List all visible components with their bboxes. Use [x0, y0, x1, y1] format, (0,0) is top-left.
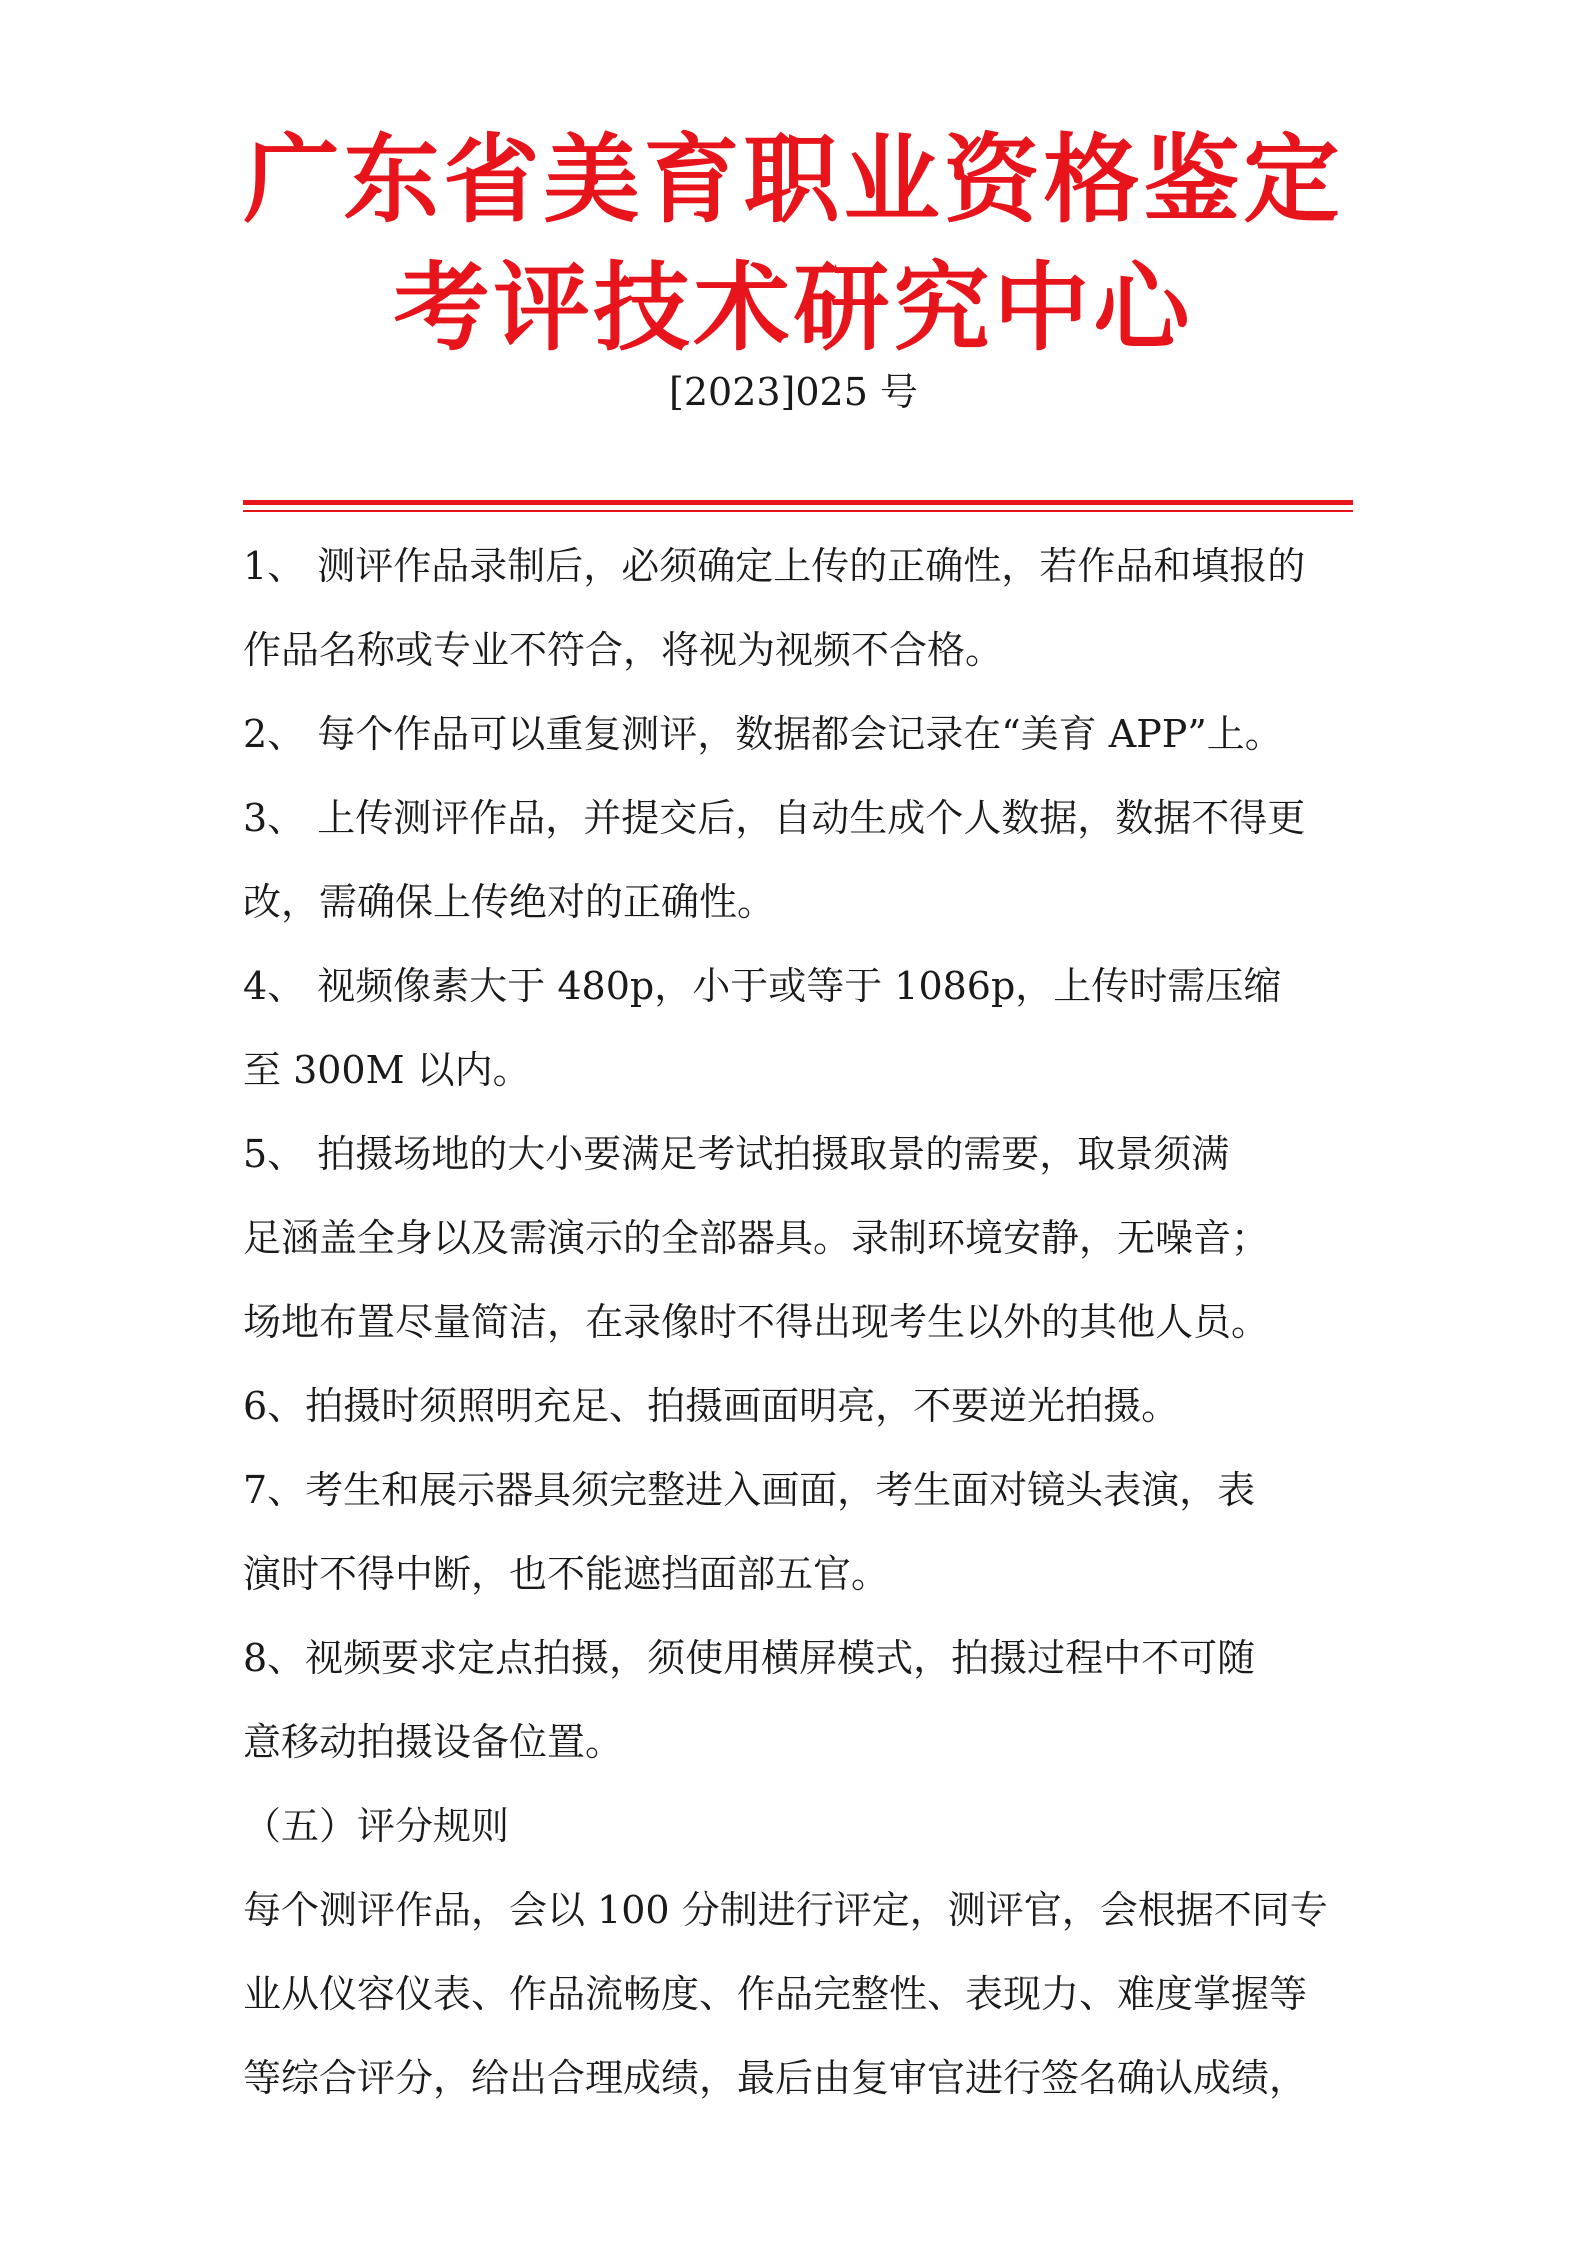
body-line-rule-1b: 作品名称或专业不符合，将视为视频不合格。: [243, 628, 1004, 672]
header-divider-thin: [243, 510, 1353, 512]
body-line-rule-7a: 7、考生和展示器具须完整进入画面，考生面对镜头表演，表: [243, 1468, 1256, 1512]
body-line-scoring-c: 等综合评分，给出合理成绩，最后由复审官进行签名确认成绩，: [243, 2056, 1308, 2100]
body-line-rule-5a: 5、 拍摄场地的大小要满足考试拍摄取景的需要，取景须满: [243, 1132, 1230, 1176]
body-line-rule-2: 2、 每个作品可以重复测评，数据都会记录在“美育 APP”上。: [243, 712, 1283, 756]
body-line-rule-6: 6、拍摄时须照明充足、拍摄画面明亮，不要逆光拍摄。: [243, 1384, 1180, 1428]
document-title-line-2: 考评技术研究中心: [393, 252, 1194, 364]
body-line-rule-7b: 演时不得中断，也不能遮挡面部五官。: [243, 1552, 890, 1596]
body-line-rule-3b: 改，需确保上传绝对的正确性。: [243, 880, 776, 924]
document-title-line-1: 广东省美育职业资格鉴定: [243, 124, 1344, 236]
body-line-scoring-a: 每个测评作品，会以 100 分制进行评定，测评官，会根据不同专: [243, 1888, 1328, 1932]
body-line-rule-4b: 至 300M 以内。: [243, 1048, 531, 1092]
body-line-rule-4a: 4、 视频像素大于 480p，小于或等于 1086p，上传时需压缩: [243, 964, 1282, 1008]
body-line-scoring-b: 业从仪容仪表、作品流畅度、作品完整性、表现力、难度掌握等: [243, 1972, 1308, 2016]
header-divider-thick: [243, 500, 1353, 505]
section-heading-scoring-rules: （五）评分规则: [243, 1804, 510, 1848]
body-line-rule-3a: 3、 上传测评作品，并提交后，自动生成个人数据，数据不得更: [243, 796, 1306, 840]
body-line-rule-5b: 足涵盖全身以及需演示的全部器具。录制环境安静，无噪音；: [243, 1216, 1270, 1260]
document-number: [2023]025 号: [669, 370, 918, 414]
body-line-rule-8a: 8、视频要求定点拍摄，须使用横屏模式，拍摄过程中不可随: [243, 1636, 1256, 1680]
document-body: [243, 524, 1363, 2120]
body-line-rule-1a: 1、 测评作品录制后，必须确定上传的正确性，若作品和填报的: [243, 544, 1306, 588]
body-line-rule-8b: 意移动拍摄设备位置。: [243, 1720, 624, 1764]
body-line-rule-5c: 场地布置尽量简洁，在录像时不得出现考生以外的其他人员。: [243, 1300, 1270, 1344]
